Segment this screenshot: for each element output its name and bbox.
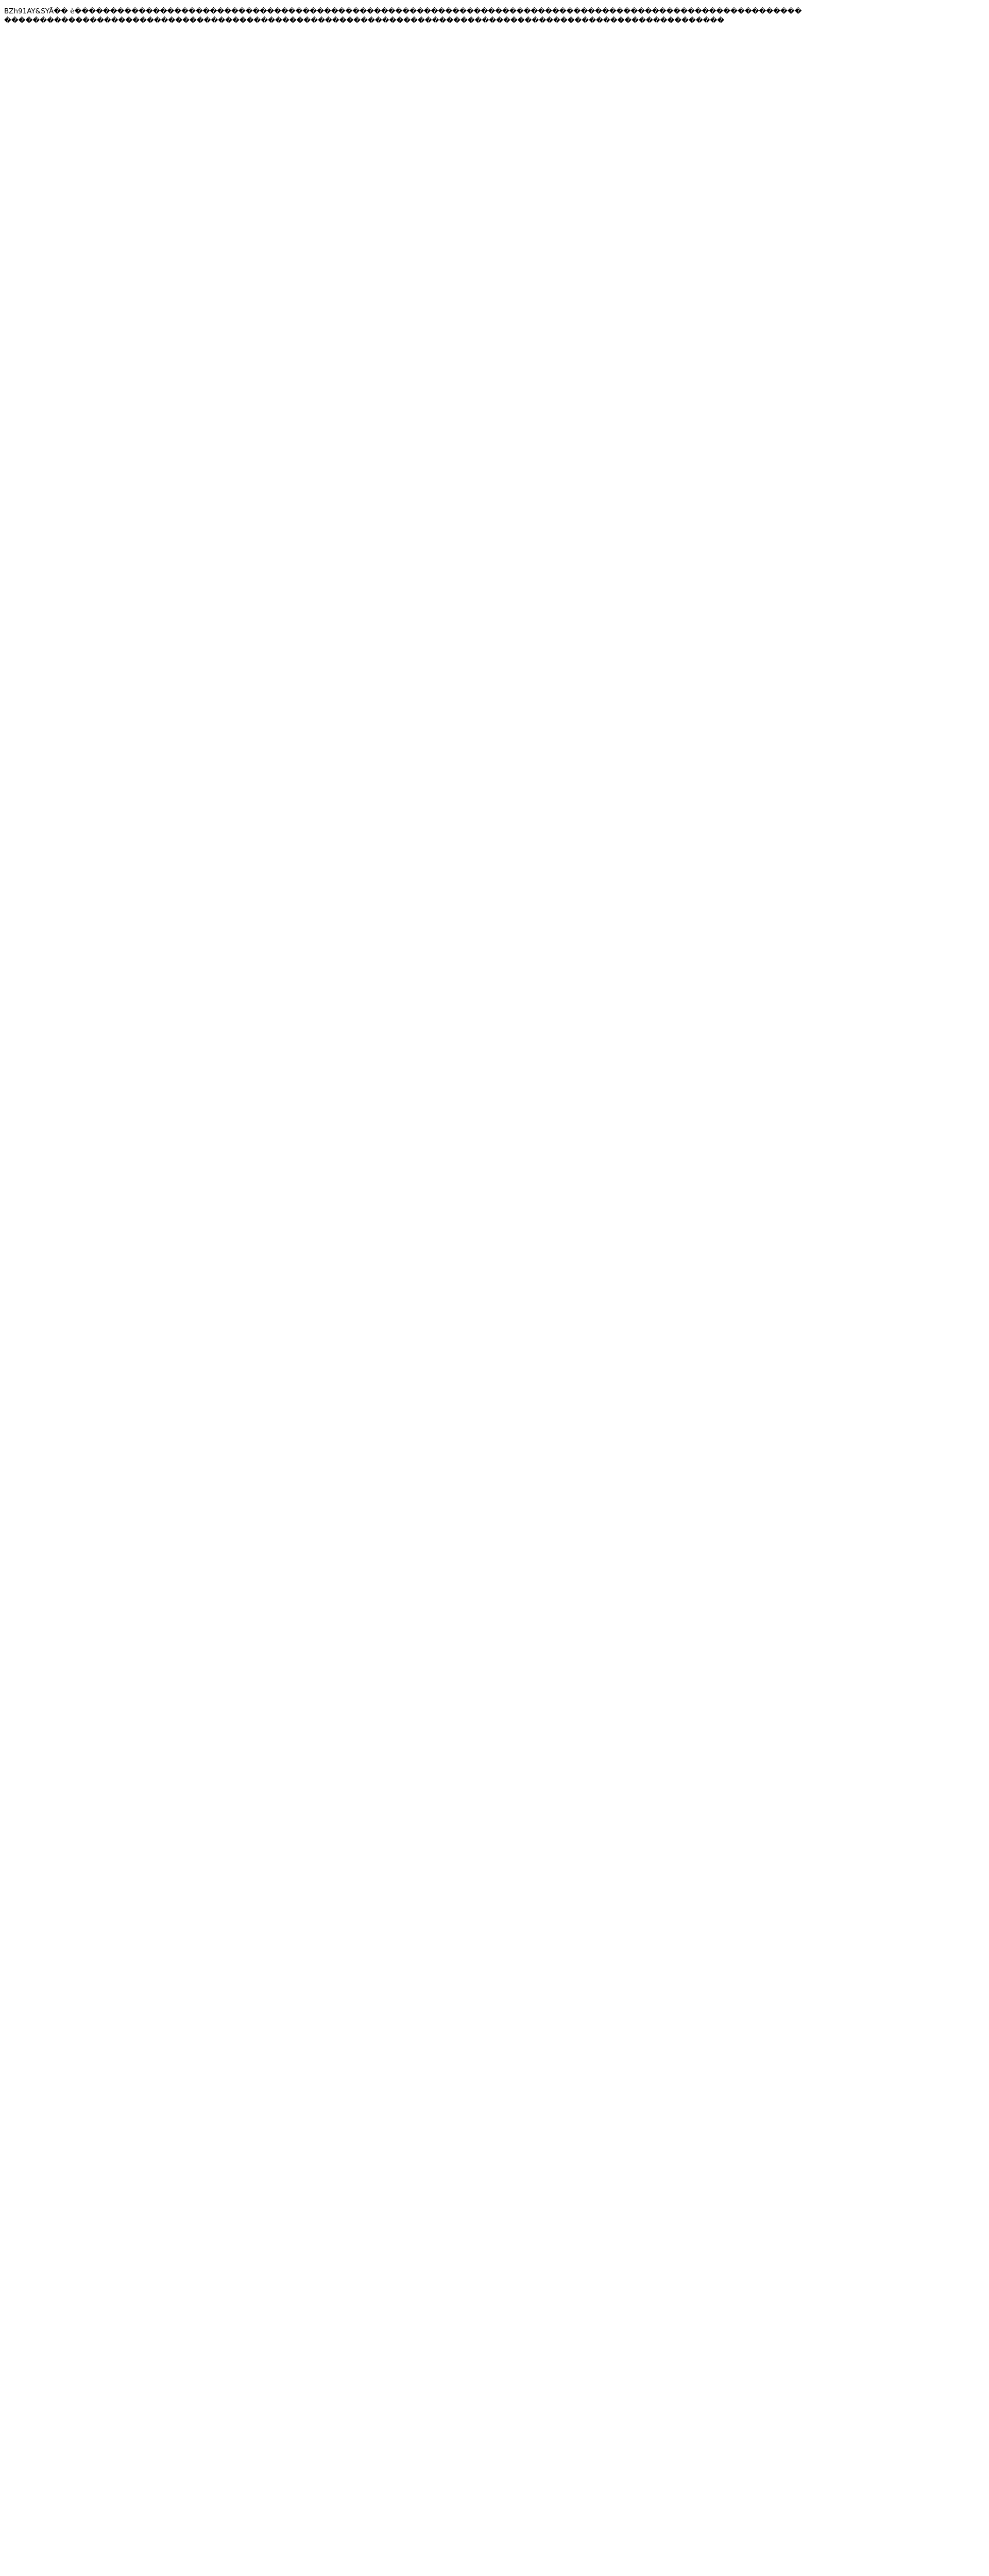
raw-binary-text[interactable] <box>4 7 985 2576</box>
binary-content: ����������������������������������������������������������������������������������������������������� <box>4 16 725 25</box>
file-header-line: BZh91AY&SYÃ�� è������������������������������������������������������������������������������������������������������ <box>4 7 802 15</box>
